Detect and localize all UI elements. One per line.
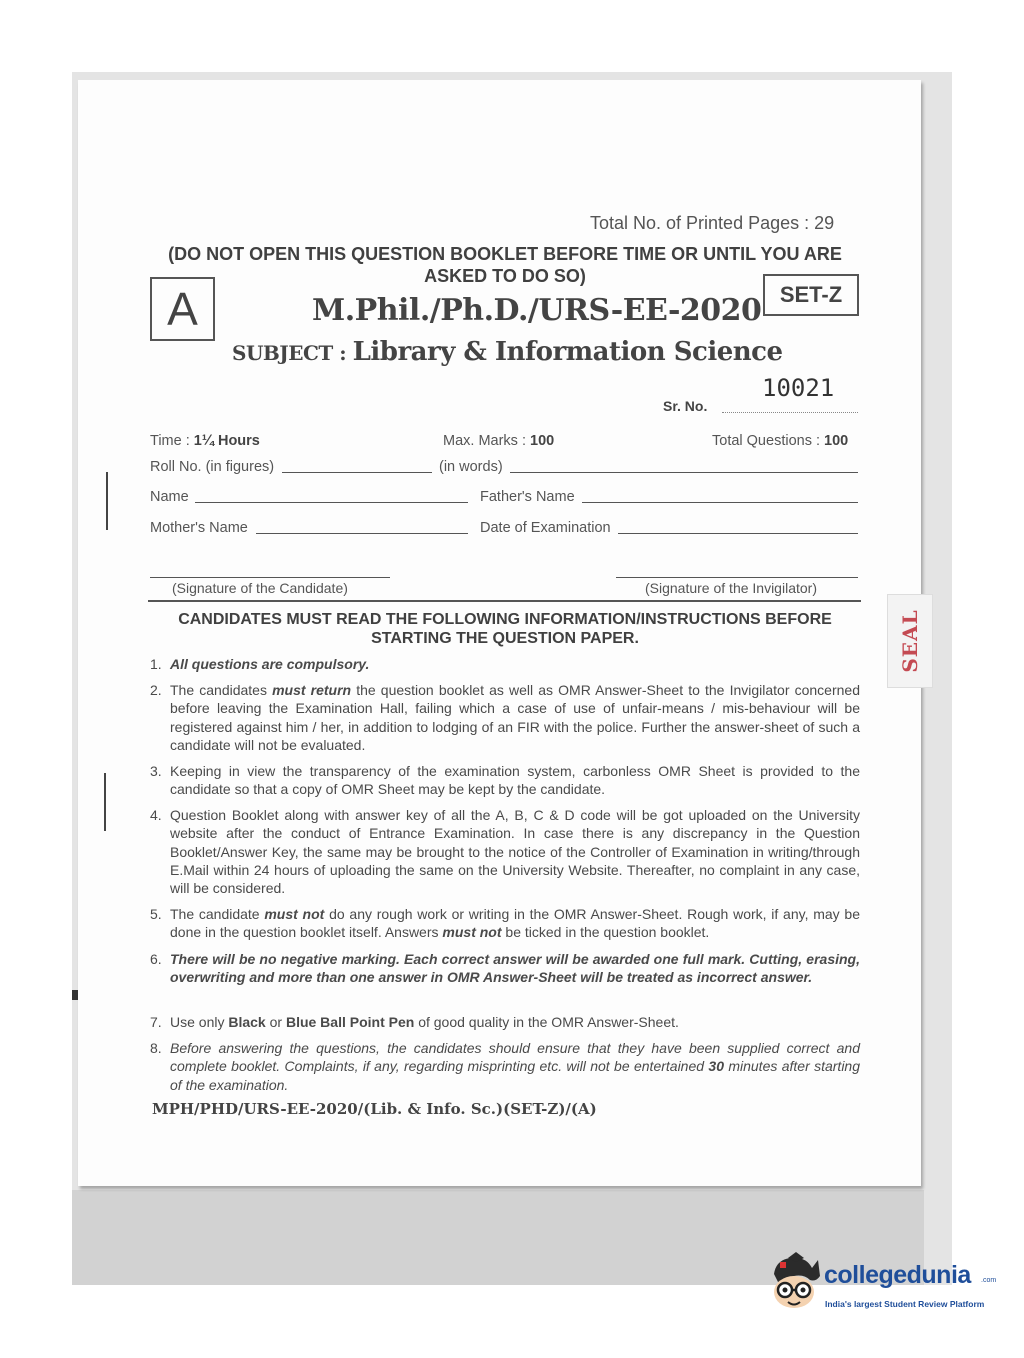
father-name-field[interactable] [582, 502, 858, 503]
instruction-text: Use only Black or Blue Ball Point Pen of good quality in the OMR Answer-Sheet. [170, 1014, 679, 1030]
roll-no-words-label: (in words) [439, 459, 503, 475]
scan-margin-mark [106, 472, 108, 530]
mascot-icon [766, 1252, 824, 1316]
max-marks-label: Max. Marks : [443, 433, 531, 449]
instruction-text: There will be no negative marking. Each correct answer will be awarded one full mark. Cutting, erasing, overwriting and more than one answer in OMR Answer-Sheet will be treated as incorrect answer. [170, 951, 860, 986]
instruction-text: Before answering the questions, the candidates should ensure that they have been supplied correct and complete booklet. Complaints, if any, regarding misprinting etc. will not be entertained 30 minutes after starting of the examination. [170, 1040, 860, 1093]
mother-name-label: Mother's Name [150, 520, 248, 536]
name-field[interactable] [195, 502, 468, 503]
instruction-number: 8. [150, 1040, 162, 1056]
subject-label: SUBJECT : [232, 341, 353, 365]
instruction-5 [150, 905, 860, 942]
max-marks-value: 100 [530, 433, 555, 449]
roll-no-words-field[interactable] [510, 472, 858, 473]
set-badge: SET-Z [763, 274, 859, 316]
mother-name-field[interactable] [256, 533, 468, 534]
logo-name: collegedunia [824, 1261, 971, 1289]
booklet-code-box: A [150, 277, 215, 341]
instruction-number: 7. [150, 1014, 162, 1030]
instruction-number: 4. [150, 807, 162, 823]
scan-edge-mark [72, 990, 78, 1000]
serial-number-dotted-line [722, 399, 858, 413]
total-questions-info [712, 433, 848, 449]
total-printed-pages: Total No. of Printed Pages : 29 [590, 213, 835, 233]
instruction-6 [150, 950, 860, 987]
roll-no-figures-label: Roll No. (in figures) [150, 459, 275, 475]
instruction-number: 1. [150, 656, 162, 672]
total-questions-label: Total Questions : [712, 433, 825, 449]
instructions-heading: CANDIDATES MUST READ THE FOLLOWING INFORMATION/INSTRUCTIONS BEFORE STARTING THE QUESTION PAPER. [178, 611, 832, 647]
serial-number-label: Sr. No. [663, 398, 708, 414]
collegedunia-logo[interactable] [766, 1252, 996, 1322]
course-title: M.Phil./Ph.D./URS-EE-2020 [312, 293, 762, 328]
instruction-1 [150, 655, 860, 673]
instruction-number: 6. [150, 951, 162, 967]
candidate-signature-label: (Signature of the Candidate) [172, 580, 348, 596]
instruction-number: 3. [150, 763, 162, 779]
logo-tagline: India's largest Student Review Platform [825, 1299, 985, 1309]
total-questions-value: 100 [824, 433, 849, 449]
instruction-text: Question Booklet along with answer key of all the A, B, C & D code will be got uploaded on the University website after the conduct of Entrance Examination. In case there is any discrepancy in the Question Booklet/Answer Key, the same may be brought to the notice of the Controller of Examination in writing/through E.Mail within 24 hours of uploading the same on the University Website. Thereafter, no complaint in any case, will be considered. [170, 807, 860, 897]
time-info [150, 433, 260, 449]
time-value: 1¼ Hours [193, 433, 260, 449]
exam-date-label: Date of Examination [480, 520, 611, 536]
instruction-text: All questions are compulsory. [170, 656, 370, 672]
seal-text: SEAL [898, 609, 922, 673]
serial-number-value: 10021 [762, 374, 835, 402]
instruction-number: 2. [150, 682, 162, 698]
scan-margin-mark [104, 773, 106, 831]
father-name-label: Father's Name [480, 489, 575, 505]
name-label: Name [150, 489, 189, 505]
instruction-3 [150, 762, 860, 799]
instruction-8 [150, 1039, 860, 1094]
instruction-2 [150, 681, 860, 754]
invigilator-signature-line[interactable] [616, 577, 858, 578]
do-not-open-notice: (DO NOT OPEN THIS QUESTION BOOKLET BEFORE TIME OR UNTIL YOU ARE ASKED TO DO SO) [168, 244, 842, 286]
exam-date-field[interactable] [618, 533, 858, 534]
instruction-text: Keeping in view the transparency of the examination system, carbonless OMR Sheet is provided to the candidate so that a copy of OMR Sheet may be kept by the candidate. [170, 763, 860, 798]
time-label: Time : [150, 433, 194, 449]
instruction-text: The candidates must return the question booklet as well as OMR Answer-Sheet to the Invigilator concerned before leaving the Examination Hall, failing which a case of use of unfair-means / mis-behaviour will be registered against him / her, in addition to lodging of an FIR with the police. Further the answer-sheet of such a candidate will not be evaluated. [170, 682, 860, 753]
max-marks-info [443, 433, 554, 449]
divider [148, 600, 861, 602]
paper-code-footer: MPH/PHD/URS-EE-2020/(Lib. & Info. Sc.)(SET-Z)/(A) [152, 1100, 597, 1118]
seal-sticker [887, 594, 933, 688]
subject-title [232, 337, 783, 367]
subject-name: Library & Information Science [352, 337, 783, 367]
logo-domain: .com [981, 1277, 997, 1284]
invigilator-signature-label: (Signature of the Invigilator) [645, 580, 817, 596]
instruction-4 [150, 806, 860, 897]
roll-no-figures-field[interactable] [282, 472, 432, 473]
instruction-number: 5. [150, 906, 162, 922]
instruction-text: The candidate must not do any rough work or writing in the OMR Answer-Sheet. Rough work, if any, may be done in the question booklet itself. Answers must not be ticked in the question booklet. [170, 906, 860, 941]
candidate-signature-line[interactable] [150, 577, 390, 578]
instruction-7 [150, 1013, 860, 1031]
